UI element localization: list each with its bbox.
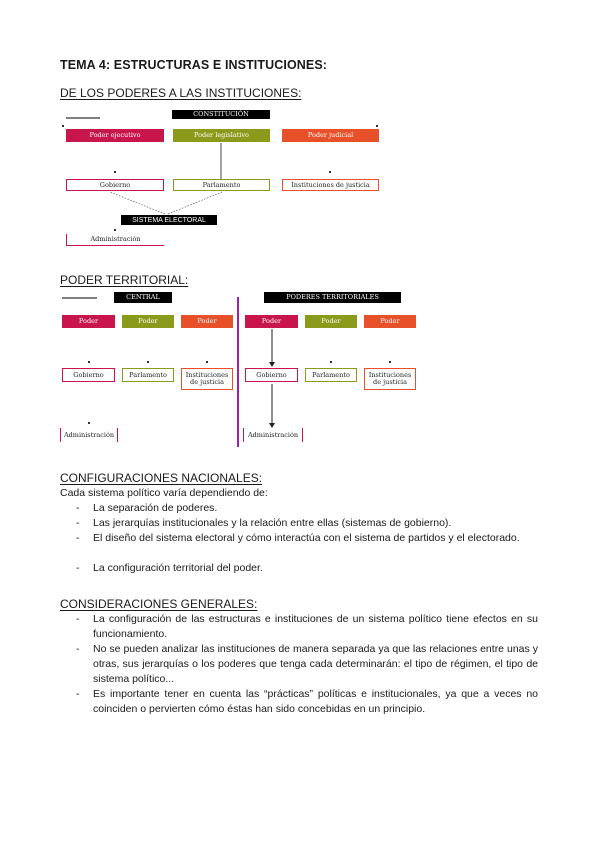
parlamento-box: Parlamento	[173, 179, 270, 191]
section-heading-poder-territorial: PODER TERRITORIAL:	[60, 273, 189, 287]
central-poder-legislativo-box: Poder	[122, 315, 174, 328]
list-item: - La separación de poderes.	[76, 502, 218, 514]
poder-legislativo-box: Poder legislativo	[173, 129, 270, 142]
list-item: - Es importante tener en cuenta las “prácticas” políticas e institucionales, ya que a veces no coinciden o pervierten cómo éstas han sido concebidas en un principio.	[76, 688, 538, 715]
constitucion-box: CONSTITUCIÓN	[172, 110, 270, 119]
central-administracion-box: Administración	[60, 428, 118, 442]
central-gobierno-box: Gobierno	[62, 368, 115, 382]
section-heading-poderes-instituciones: DE LOS PODERES A LAS INSTITUCIONES:	[60, 86, 302, 100]
list-item: - Las jerarquías institucionales y la relación entre ellas (sistemas de gobierno).	[76, 517, 452, 529]
territorial-poder-ejecutivo-box: Poder	[245, 315, 298, 328]
territorial-poder-judicial-box: Poder	[364, 315, 416, 328]
central-label: CENTRAL	[114, 292, 172, 303]
diagram2-marker	[88, 361, 90, 363]
central-poder-ejecutivo-box: Poder	[62, 315, 115, 328]
central-poder-judicial-box: Poder	[181, 315, 233, 328]
poder-judicial-box: Poder judicial	[282, 129, 379, 142]
configuraciones-intro: Cada sistema político varía dependiendo de:	[60, 487, 268, 499]
diagram2-marker	[88, 422, 90, 424]
list-item: - La configuración territorial del poder.	[76, 562, 263, 574]
territorial-administracion-box: Administración	[243, 428, 303, 442]
list-item: - El diseño del sistema electoral y cómo interactúa con el sistema de partidos y el electorado.	[76, 532, 520, 544]
section-heading-consideraciones: CONSIDERACIONES GENERALES:	[60, 597, 258, 611]
list-item: - La configuración de las estructuras e instituciones de un sistema político tiene efectos en su funcionamiento.	[76, 613, 538, 640]
diagram2-marker	[389, 361, 391, 363]
territorial-poder-legislativo-box: Poder	[305, 315, 357, 328]
diagram2-arrowhead	[269, 362, 275, 367]
territorial-instituciones-justicia-box: Instituciones de justicia	[364, 368, 416, 390]
territorial-parlamento-box: Parlamento	[305, 368, 357, 382]
territorial-label: PODERES TERRITORIALES	[264, 292, 401, 303]
poder-ejecutivo-box: Poder ejecutivo	[66, 129, 164, 142]
central-instituciones-justicia-box: Instituciones de justicia	[181, 368, 233, 390]
diagram2-marker	[330, 361, 332, 363]
diagram2-marker	[147, 361, 149, 363]
gobierno-box: Gobierno	[66, 179, 164, 191]
diagram2-marker	[206, 361, 208, 363]
territorial-gobierno-box: Gobierno	[245, 368, 298, 382]
list-item: - No se pueden analizar las instituciones de manera separada ya que las relaciones entre unas y otras, sus jerarquías o los poderes que tenga cada determinarán: el tipo de régimen, el tipo de sistema político...	[76, 643, 538, 685]
section-heading-configuraciones: CONFIGURACIONES NACIONALES:	[60, 471, 263, 485]
page-title: TEMA 4: ESTRUCTURAS E INSTITUCIONES:	[60, 58, 328, 72]
administracion-box: Administración	[66, 234, 164, 246]
sistema-electoral-box: SISTEMA ELECTORAL	[121, 215, 217, 225]
instituciones-justicia-box: Instituciones de justicia	[282, 179, 379, 191]
central-parlamento-box: Parlamento	[122, 368, 174, 382]
